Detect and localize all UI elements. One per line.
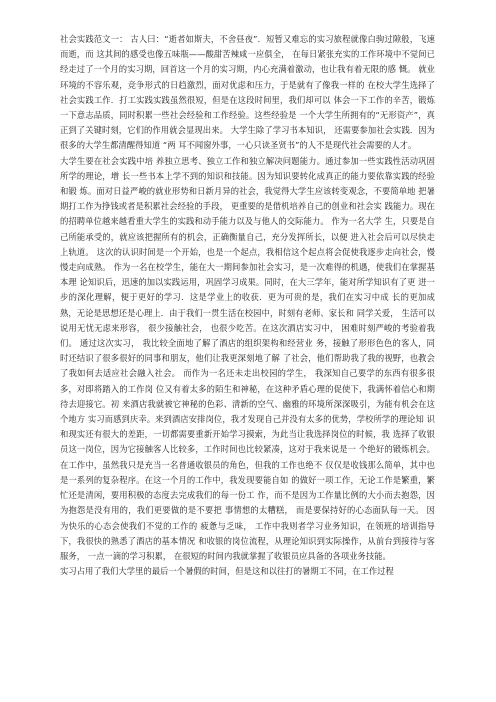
document-body — [60, 32, 435, 579]
document-paragraph: 实习占用了我们大学里的最后一个暑假的时间，但是这和以往打的暑期工不同，在工作过程 — [60, 566, 394, 577]
document-paragraph: 社会实践范文一： 古人曰：“逝者如斯夫，不舍昼夜”．短暂又难忘的实习旅程就像白驹过隙般，飞速而逝，而 这其间的感受也像五味瓶——酸甜苦辣咸一应俱全， 在每日紧张充实的工作环境中不觉间已 经走过了一个月的实习期，回首这一个月的实习期，内心充满着激动，也让我有着无限的感 慨。 就业环境的不容乐观，竞争形式的日趋激烈，面对优虑和压力，于是就有了像我一样的 在校大学生选择了社会实践工作．打工实践实践虽然很短，但是在这段时间里，我们却可以 体会一下工作的辛苦，锻炼一下意志品质，同时积累一些社会经验和工作经验。这些经验是 一个大学生所拥有的“无形资产”，真正到了关键时刻，它们的作用就会显现出来。 大学生除了学习书本知识， 还需要参加社会实践．因为很多的大学生都清醒得知道 “两 耳不闻窗外事，一心只读圣贤书”的人不是现代社会需要的人才。 — [60, 34, 435, 151]
document-paragraph: 大学生要在社会实践中培 养独立思考、独立工作和独立解决问题能力。通过参加一些实践性活动巩固所学的理论，增 长一些书本上学不到的知识和技能。因为知识要转化成真正的能力要依靠实践的经验和锻 炼。面对日益严峻的就业形势和日新月异的社会，我觉得大学生应该转变观念，不要简单地 把暑期打工作为挣钱或者是积累社会经验的手段， 更重要的是借机培养自己的创业和社会实 践能力。现在的招聘单位越来越看重大学生的实践和动手能力以及与他人的交际能力。 作为一名大学 生，只要是自己所能承受的，就应该把握所有的机会，正确衡量自己，充分发挥所长，以便 进入社会后可以尽快走上轨道。 这次的认识时间是一个开始，也是一个起点，我相信这个起点将会促使我逐步走向社会，慢 慢走向成熟。 作为一名在校学生，能在大一期间参加社会实习，是一次难得的机遇，使我们在掌握基本理 论知识后，迅速的加以实践运用，巩固学习成果。同时，在大三学年，能对所学知识有了更 进一步的深化理解，便于更好的学习．这是学业上的收获．更为可贵的是，我们在实习中成 长的更加成熟，无论是思想还是心理上．由于我们一贯生活在校园中，时刻有老师、家长和 同学关爱， 生活可以说用无忧无虑来形容， 很少接触社会， 也很少吃苦。在这次酒店实习中， 困难时刻严峻的考验着我们。 通过这次实习， 我比较全面地了解了酒店的组织架构和经营业 务，接触了形形色色的客人，同时还结识了很多很好的同事和朋友，他们让我更深刻地了解 了社会，他们帮助我了我的视野，也教会了我如何去适应社会融入社会。 而作为一名还未走出校园的学生， 我深知自己要学的东西有很多很多，对即将踏入的工作岗 位又有着太多的陌生和神秘，在这种矛盾心理的促使下，我满怀着信心和期待去迎接它。初 来酒店我就被它神秘的色彩、清新的空气、幽雅的环境所深深吸引，为能有机会在这个地方 实习而感到庆幸。来到酒店安排岗位，我才发现自己并没有太多的优势，学校所学的理论知 识和现实还有很大的差距，一切都需要重新开始学习摸索，为此当让我选择岗位的时候，我 选择了收银员这一岗位，因为它接触客人比较多，工作时间也比较紧凑，这对于我来说是一 个绝好的锻炼机会。在工作中，虽然我只是充当一名普通收银员的角色，但我的工作也绝不 仅仅是收钱那么简单，其中也是一系列的复杂程序。在这一个月的工作中，我发现要能自如 的做好一项工作，无论工作是繁重，繁忙还是清闲，要用积极的态度去完成我们的每一份工 作，而不是因为工作量比例的大小而去抱怨，因为抱怨是没有用的，我们更要做的是不要把 事情想的太糟糕， 而是要保持好的心态面队每一天。 因为快乐的心态会使我们不觉的工作的 疲惫与乏味， 工作中我则者学习业务知识，在领班的培训指导下，我很快的熟悉了酒店的基本情况 和收银的岗位流程，从理论知识到实际操作，从前台到接待与客服务， 一点一滴的学习积累， 在很短的时间内我就掌握了收银员应具备的各项业务技能。 — [60, 155, 435, 561]
